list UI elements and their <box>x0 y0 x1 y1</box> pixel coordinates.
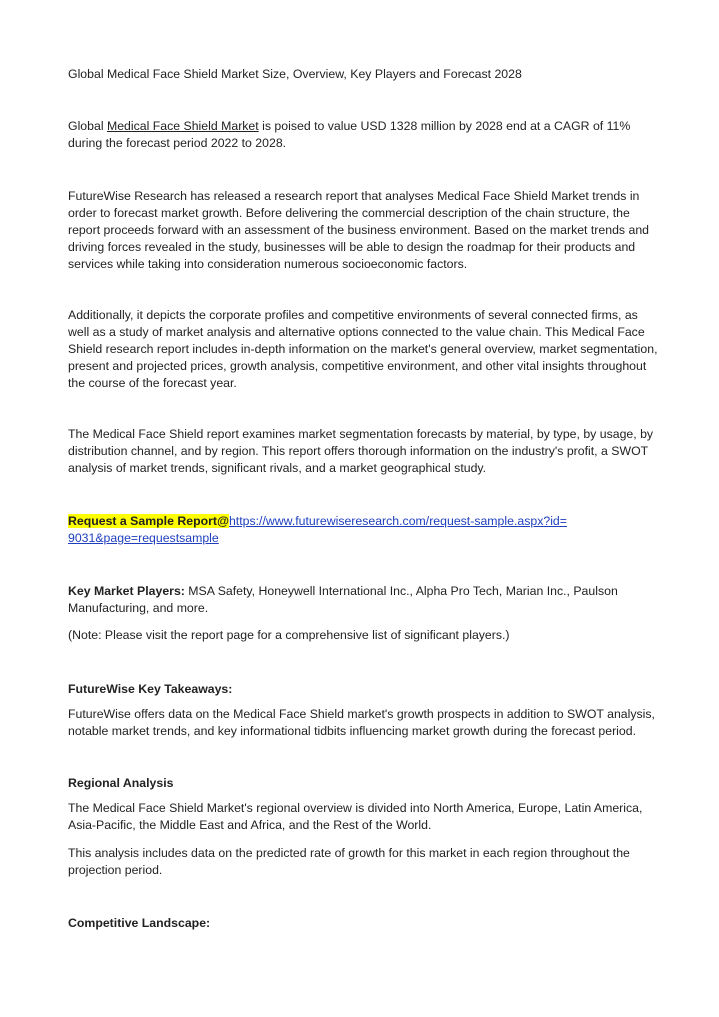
sample-request-label: Request a Sample Report@ <box>68 514 229 528</box>
regional-text-1: The Medical Face Shield Market's regional overview is divided into North America, Europe, Latin America, Asia-Pacific, the Middle East and Africa, and the Rest of the World. <box>68 801 643 832</box>
intro-prefix: Global <box>68 119 107 133</box>
key-players-label: Key Market Players: <box>68 584 185 598</box>
document-title: Global Medical Face Shield Market Size, Overview, Key Players and Forecast 2028 <box>68 67 522 81</box>
paragraph-corporate-profiles: Additionally, it depicts the corporate profiles and competitive environments of several connected firms, as well as a study of market analysis and alternative options connected to the value chain. This Medical Face Shield research report includes in-depth information on the market's general overview, market segmentation, present and projected prices, growth analysis, competitive environment, and other vital insights throughout the course of the forecast year. <box>68 308 658 390</box>
competitive-heading: Competitive Landscape: <box>68 916 211 930</box>
paragraph-research-overview: FutureWise Research has released a research report that analyses Medical Face Shield Market trends in order to forecast market growth. Before delivering the commercial description of the chain structure, the report proceeds forward with an assessment of the business environment. Based on the market trends and driving forces revealed in the study, businesses will be able to design the roadmap for their products and services while taking into consideration numerous socioeconomic factors. <box>68 189 649 271</box>
key-players-text: MSA Safety, Honeywell International Inc., Alpha Pro Tech, Marian Inc., Paulson Manufacturing, and more. <box>68 584 618 615</box>
regional-heading: Regional Analysis <box>68 776 174 790</box>
note-paragraph: (Note: Please visit the report page for a comprehensive list of significant players.) <box>68 628 510 642</box>
takeaways-heading: FutureWise Key Takeaways: <box>68 682 233 696</box>
market-link[interactable]: Medical Face Shield Market <box>106 119 259 133</box>
regional-text-2: This analysis includes data on the predicted rate of growth for this market in each region throughout the projection period. <box>68 846 630 877</box>
intro-paragraph <box>68 118 658 152</box>
sample-request <box>68 513 568 547</box>
sample-request-link[interactable]: https://www.futurewiseresearch.com/request-sample.aspx?id=9031&page=requestsample <box>68 514 567 545</box>
key-players-paragraph <box>68 583 658 617</box>
takeaways-text: FutureWise offers data on the Medical Face Shield market's growth prospects in addition to SWOT analysis, notable market trends, and key informational tidbits influencing market growth during the forecast period. <box>68 707 655 738</box>
paragraph-segmentation: The Medical Face Shield report examines market segmentation forecasts by material, by type, by usage, by distribution channel, and by region. This report offers thorough information on the industry's profit, a SWOT analysis of market trends, significant rivals, and a market geographical study. <box>68 427 654 475</box>
intro-suffix: is poised to value USD 1328 million by 2028 end at a CAGR of 11% during the forecast period 2022 to 2028. <box>68 119 631 150</box>
